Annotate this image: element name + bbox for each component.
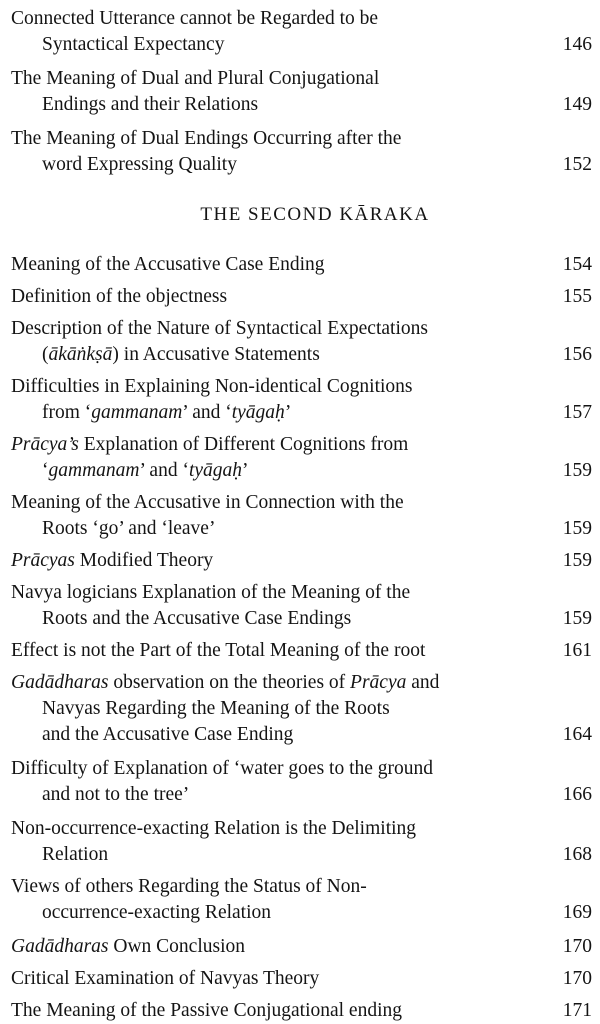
toc-entry-text: Definition of the objectness: [11, 286, 228, 307]
toc-entry-title-continued: [0, 400, 600, 426]
toc-entry: [0, 966, 600, 992]
toc-entry-text: Gadādharas observation on the theories of Prācya and: [11, 672, 440, 693]
toc-entry-title: [0, 638, 600, 664]
toc-entry: [0, 756, 600, 808]
toc-page-number: 157: [562, 402, 592, 423]
toc-page-number: 154: [562, 254, 592, 275]
toc-page-number: 155: [562, 286, 592, 307]
toc-entry-title-continued: [0, 696, 600, 722]
toc-entry-text: Views of others Regarding the Status of Non-: [11, 876, 367, 897]
toc-page-number: 171: [562, 1000, 592, 1021]
toc-page-number: 156: [562, 344, 592, 365]
toc-entry-title: [0, 284, 600, 310]
toc-entry-text: The Meaning of Dual and Plural Conjugational: [11, 68, 380, 89]
toc-entry-title: [0, 756, 600, 782]
toc-entry-text: and not to the tree’: [42, 784, 190, 805]
toc-entry-title: [0, 6, 600, 32]
toc-entry: [0, 316, 600, 368]
toc-page-number: 161: [562, 640, 592, 661]
toc-entry: [0, 374, 600, 426]
toc-entry-text: The Meaning of Dual Endings Occurring after the: [11, 128, 402, 149]
toc-entry: [0, 252, 600, 278]
toc-entry-title-continued: [0, 782, 600, 808]
toc-entry-text: word Expressing Quality: [42, 154, 237, 175]
toc-entry: [0, 934, 600, 960]
toc-entry-title-continued: [0, 92, 600, 118]
toc-entry-text: Prācya’s Explanation of Different Cognitions from: [11, 434, 409, 455]
toc-page-number: 170: [562, 936, 592, 957]
toc-entry-text: Gadādharas Own Conclusion: [11, 936, 246, 957]
toc-page-number: 152: [562, 154, 592, 175]
toc-entry-text: Meaning of the Accusative in Connection with the: [11, 492, 404, 513]
toc-entry-title-continued: [0, 900, 600, 926]
toc-page-number: 159: [562, 460, 592, 481]
section-heading: THE SECOND KĀRAKA: [200, 204, 430, 225]
toc-entry-text: Roots ‘go’ and ‘leave’: [42, 518, 216, 539]
toc-entry-title: [0, 490, 600, 516]
toc-entry-text: Navya logicians Explanation of the Meaning of the: [11, 582, 411, 603]
toc-entry-text: occurrence-exacting Relation: [42, 902, 272, 923]
toc-entry-title: [0, 580, 600, 606]
toc-entry-title-continued: [0, 32, 600, 58]
toc-entry-text: (ākāṅkṣā) in Accusative Statements: [42, 344, 320, 365]
toc-entry: [0, 638, 600, 664]
toc-page-number: 169: [562, 902, 592, 923]
toc-entry-title: [0, 252, 600, 278]
toc-entry-title: [0, 126, 600, 152]
toc-entry-title-continued: [0, 516, 600, 542]
toc-entry-title: [0, 670, 600, 696]
toc-entry-text: Navyas Regarding the Meaning of the Roots: [42, 698, 390, 719]
toc-entry: [0, 284, 600, 310]
toc-entry-text: Endings and their Relations: [42, 94, 259, 115]
toc-entry: [0, 874, 600, 926]
toc-entry-text: Roots and the Accusative Case Endings: [42, 608, 352, 629]
toc-page-number: 166: [562, 784, 592, 805]
toc-entry-text: Relation: [42, 844, 109, 865]
toc-entry-title: [0, 66, 600, 92]
toc-entry-title: [0, 874, 600, 900]
toc-entry: [0, 490, 600, 542]
toc-entry-title: [0, 316, 600, 342]
toc-entry-text: Non-occurrence-exacting Relation is the Delimiting: [11, 818, 417, 839]
toc-page-number: 168: [562, 844, 592, 865]
toc-page-number: 159: [562, 608, 592, 629]
toc-entry-text: Meaning of the Accusative Case Ending: [11, 254, 325, 275]
toc-entry-text: ‘gammanam’ and ‘tyāgaḥ’: [42, 460, 249, 481]
toc-entry-title-continued: [0, 342, 600, 368]
toc-page-number: 146: [562, 34, 592, 55]
toc-entry-text: Difficulty of Explanation of ‘water goes to the ground: [11, 758, 434, 779]
toc-entry-title: [0, 816, 600, 842]
toc-entry-title: [0, 934, 600, 960]
toc-entry-text: from ‘gammanam’ and ‘tyāgaḥ’: [42, 402, 292, 423]
toc-entry-text: Effect is not the Part of the Total Meaning of the root: [11, 640, 426, 661]
toc-entry: [0, 816, 600, 868]
toc-page-number: 159: [562, 550, 592, 571]
toc-page-number: 170: [562, 968, 592, 989]
toc-entry: [0, 670, 600, 748]
toc-entry: [0, 66, 600, 118]
toc-page-number: 159: [562, 518, 592, 539]
toc-entry: [0, 580, 600, 632]
toc-entry-title-continued: [0, 722, 600, 748]
toc-entry-text: Description of the Nature of Syntactical Expectations: [11, 318, 428, 339]
toc-entry-title-continued: [0, 842, 600, 868]
toc-entry-text: Difficulties in Explaining Non-identical Cognitions: [11, 376, 413, 397]
toc-entry: [0, 126, 600, 178]
toc-entry-title-continued: [0, 458, 600, 484]
toc-entry: [0, 432, 600, 484]
toc-entry-title: [0, 432, 600, 458]
toc-entry-text: The Meaning of the Passive Conjugational ending: [11, 1000, 403, 1021]
toc-entry-title: [0, 966, 600, 992]
toc-page-number: 164: [562, 724, 592, 745]
toc-entry-title: [0, 548, 600, 574]
toc-entry-title: [0, 374, 600, 400]
toc-entry-text: Syntactical Expectancy: [42, 34, 225, 55]
toc-entry-text: Connected Utterance cannot be Regarded to be: [11, 8, 379, 29]
toc-entry-title: [0, 998, 600, 1024]
toc-entry-text: Critical Examination of Navyas Theory: [11, 968, 320, 989]
toc-entry-text: and the Accusative Case Ending: [42, 724, 294, 745]
toc-entry-title-continued: [0, 606, 600, 632]
toc-entry: [0, 6, 600, 58]
toc-page-number: 149: [562, 94, 592, 115]
toc-entry-title-continued: [0, 152, 600, 178]
toc-entry: [0, 548, 600, 574]
toc-entry-text: Prācyas Modified Theory: [11, 550, 214, 571]
toc-entry: [0, 998, 600, 1024]
